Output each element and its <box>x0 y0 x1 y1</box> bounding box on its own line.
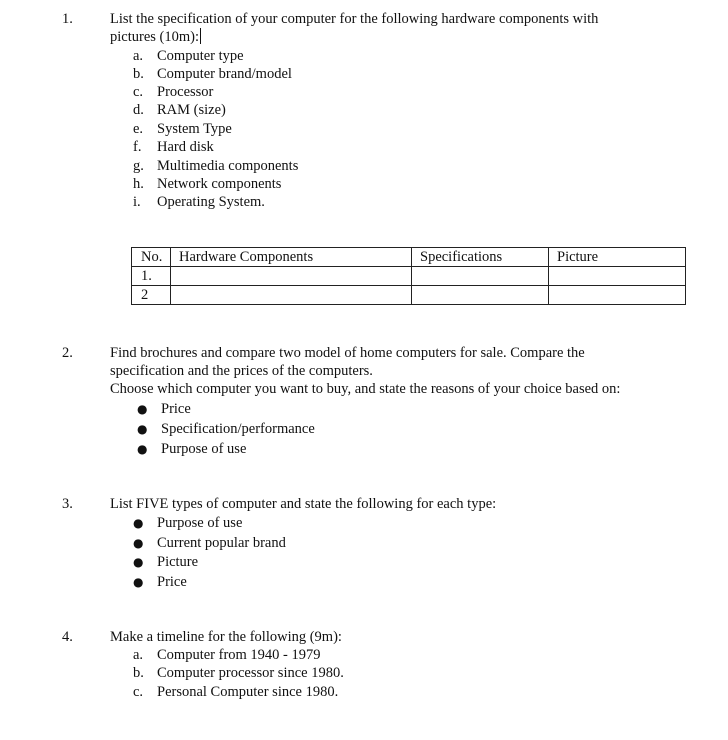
q2-bullet-item <box>137 400 191 418</box>
q1-item-f <box>133 138 214 156</box>
table-header-row <box>132 248 686 267</box>
list-item-text: RAM (size) <box>157 102 226 118</box>
hardware-table <box>131 247 686 305</box>
q2-bullet-item <box>137 440 246 458</box>
bullet-icon: ● <box>133 575 144 589</box>
list-item-text: Personal Computer since 1980. <box>157 684 339 700</box>
q1-item-c <box>133 83 213 101</box>
list-marker: b. <box>133 66 144 82</box>
q1-text-line2: pictures (10m): <box>110 29 199 45</box>
q3-text: List FIVE types of computer and state the following for each type: <box>110 496 497 512</box>
q1-text-line1: List the specification of your computer for the following hardware components with <box>110 11 599 27</box>
table-cell <box>171 267 412 286</box>
list-item-text: Computer brand/model <box>157 66 292 82</box>
table-cell <box>549 286 686 305</box>
table-cell <box>412 267 549 286</box>
q3-bullet-item <box>133 553 198 571</box>
list-marker: a. <box>133 647 144 663</box>
q4-item-a <box>133 646 321 664</box>
table-header-hardware: Hardware Components <box>171 248 412 267</box>
table-cell <box>171 286 412 305</box>
list-item-text: Processor <box>157 84 214 100</box>
list-item-text: Computer from 1940 - 1979 <box>157 647 321 663</box>
bullet-text: Purpose of use <box>157 515 243 531</box>
bullet-text: Purpose of use <box>161 441 247 457</box>
bullet-text: Price <box>161 401 191 417</box>
q1-item-d <box>133 101 226 119</box>
list-marker: f. <box>133 139 142 155</box>
q3-bullet-item <box>133 534 286 552</box>
list-item-text: System Type <box>157 121 232 137</box>
list-marker: d. <box>133 102 144 118</box>
bullet-icon: ● <box>133 516 144 530</box>
q4-item-c <box>133 683 338 701</box>
table-cell: 1. <box>132 267 171 286</box>
q2-bullet-item <box>137 420 315 438</box>
list-marker: h. <box>133 176 144 192</box>
q4-item-b <box>133 664 344 682</box>
q2-text-line3: Choose which computer you want to buy, and state the reasons of your choice based on: <box>110 381 621 397</box>
q3-number: 3. <box>62 496 73 512</box>
table-cell <box>549 267 686 286</box>
q2-text <box>110 344 710 398</box>
q2-text-line2: specification and the prices of the computers. <box>110 363 373 379</box>
table-header-specifications: Specifications <box>412 248 549 267</box>
q1-number: 1. <box>62 11 73 27</box>
text-cursor <box>200 28 201 44</box>
list-marker: a. <box>133 48 144 64</box>
list-marker: c. <box>133 84 144 100</box>
q1-item-b <box>133 65 292 83</box>
q1-item-i <box>133 193 265 211</box>
list-marker: b. <box>133 665 144 681</box>
bullet-icon: ● <box>133 555 144 569</box>
table-cell <box>412 286 549 305</box>
q2-number: 2. <box>62 345 73 361</box>
table-header-no: No. <box>132 248 171 267</box>
bullet-icon: ● <box>137 442 148 456</box>
bullet-icon: ● <box>137 402 148 416</box>
q3-bullet-item <box>133 573 187 591</box>
q4-text: Make a timeline for the following (9m): <box>110 629 342 645</box>
q2-text-line1: Find brochures and compare two model of home computers for sale. Compare the <box>110 345 585 361</box>
table-row <box>132 267 686 286</box>
list-item-text: Computer type <box>157 48 244 64</box>
q4-number: 4. <box>62 629 73 645</box>
table-cell: 2 <box>132 286 171 305</box>
bullet-text: Picture <box>157 554 199 570</box>
q1-item-h <box>133 175 281 193</box>
q1-item-e <box>133 120 232 138</box>
list-item-text: Multimedia components <box>157 158 299 174</box>
list-item-text: Computer processor since 1980. <box>157 665 344 681</box>
q1-item-g <box>133 157 298 175</box>
list-marker: g. <box>133 158 144 174</box>
list-item-text: Network components <box>157 176 282 192</box>
bullet-text: Current popular brand <box>157 535 286 551</box>
list-item-text: Hard disk <box>157 139 214 155</box>
table-header-picture: Picture <box>549 248 686 267</box>
q1-item-a <box>133 47 244 65</box>
list-marker: i. <box>133 194 141 210</box>
bullet-text: Specification/performance <box>161 421 315 437</box>
list-item-text: Operating System. <box>157 194 265 210</box>
list-marker: e. <box>133 121 144 137</box>
q1-text <box>110 10 710 46</box>
q3-bullet-item <box>133 514 242 532</box>
q1-text-line2-wrap <box>110 28 710 46</box>
bullet-icon: ● <box>137 422 148 436</box>
bullet-icon: ● <box>133 536 144 550</box>
bullet-text: Price <box>157 574 187 590</box>
list-marker: c. <box>133 684 144 700</box>
table-row <box>132 286 686 305</box>
